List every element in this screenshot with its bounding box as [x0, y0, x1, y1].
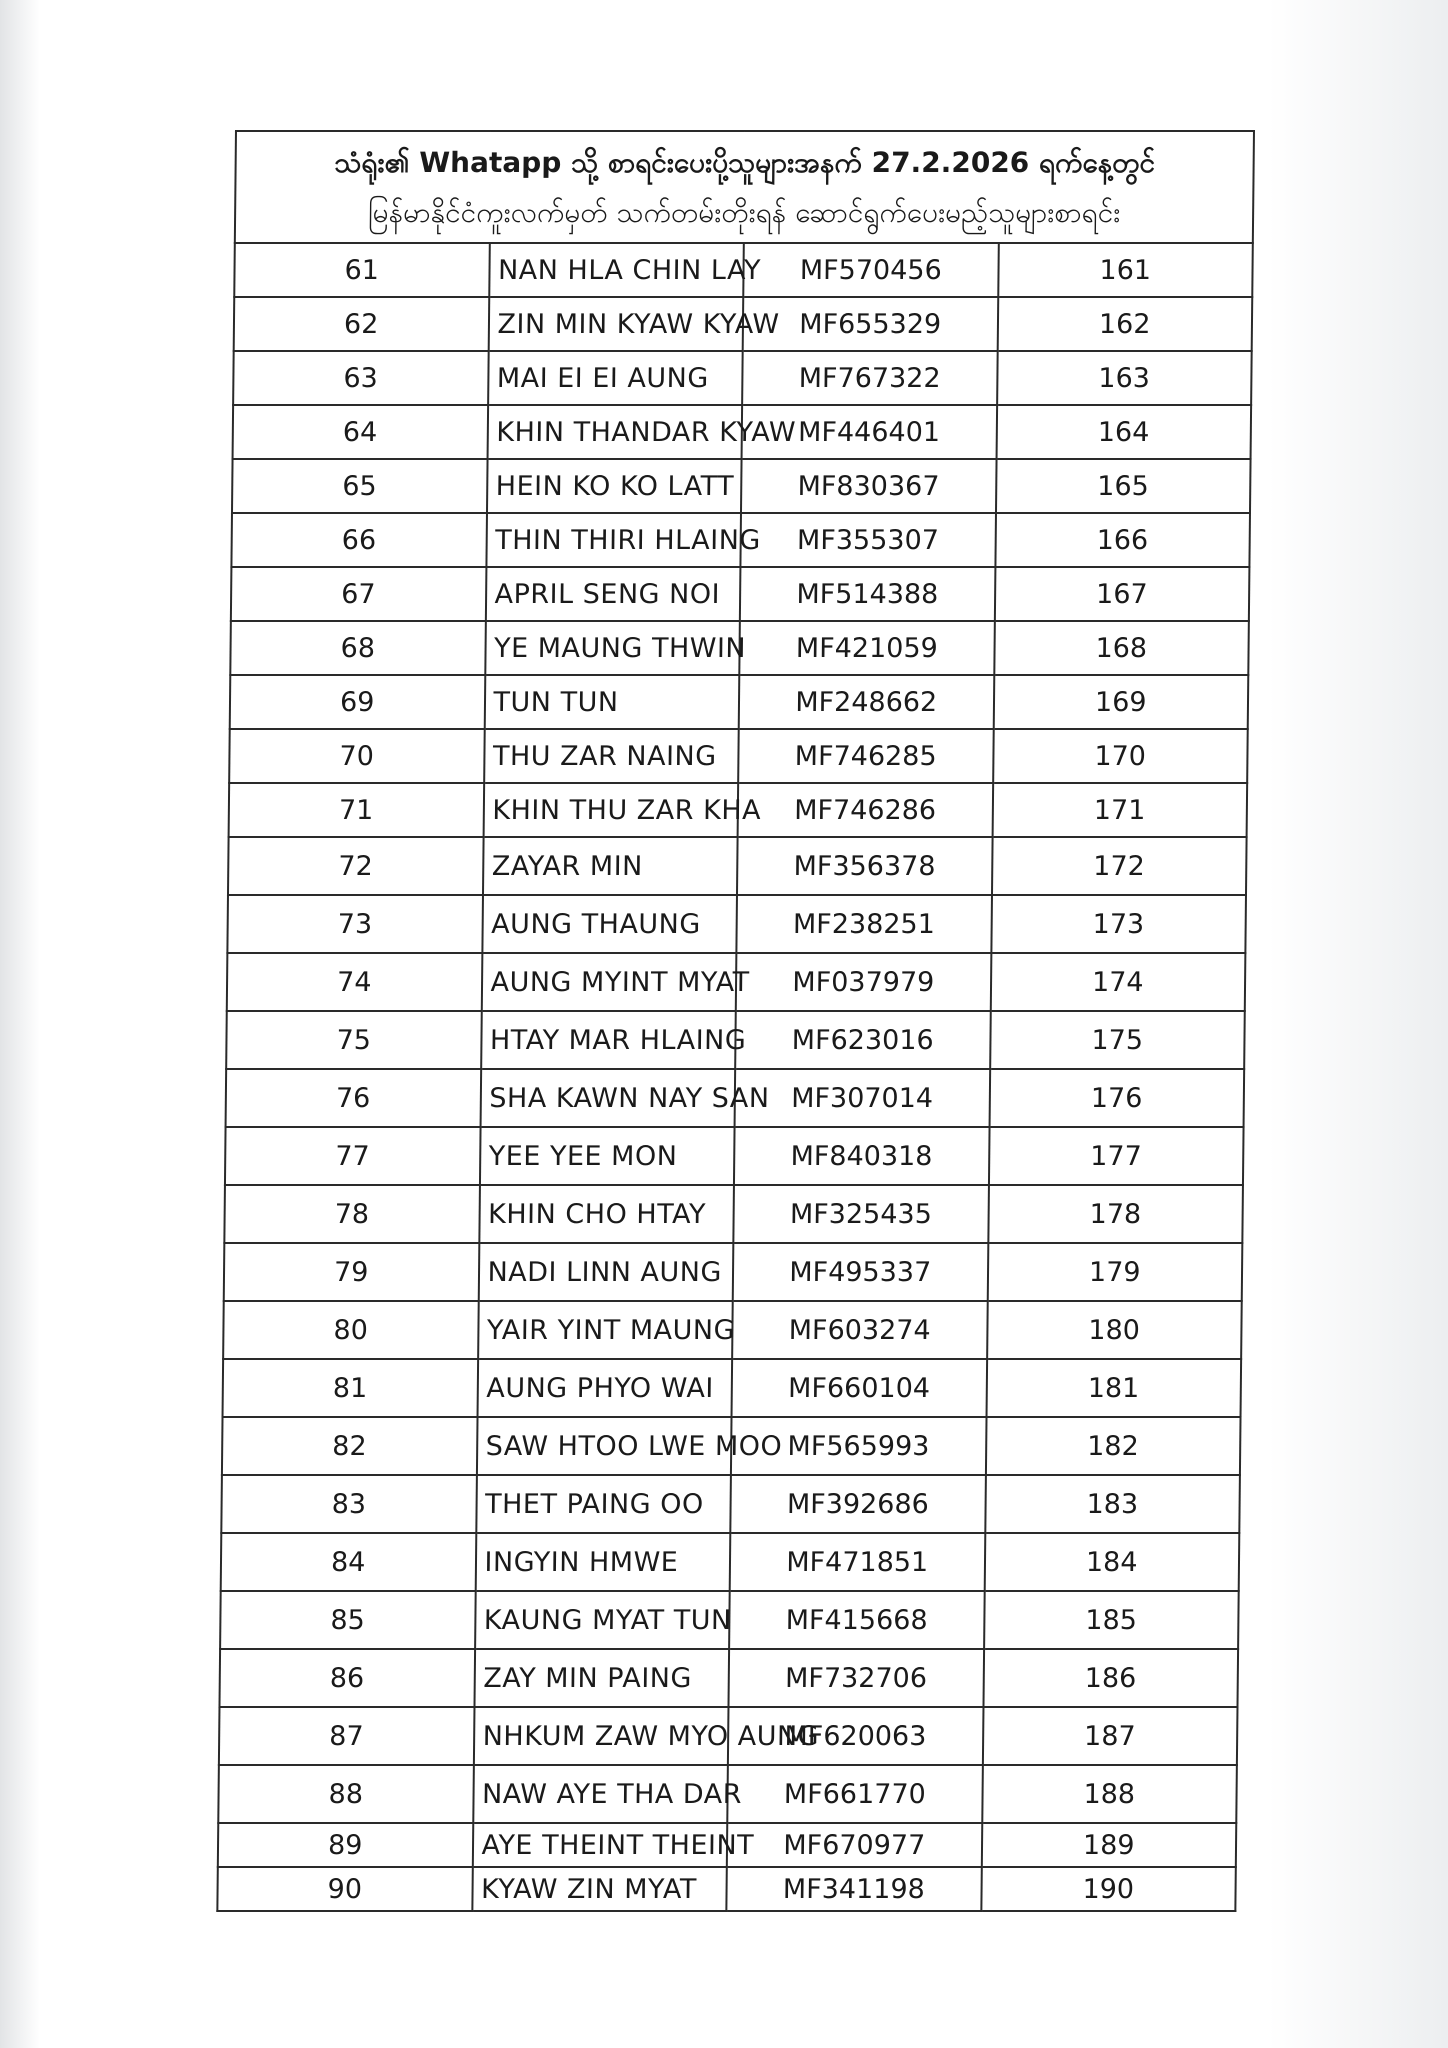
passport-number-cell: MF392686 [730, 1475, 985, 1533]
passport-number-cell: MF307014 [735, 1069, 990, 1127]
passport-number-cell: MF248662 [739, 675, 994, 729]
table-row [231, 513, 1250, 567]
table-row [224, 1243, 1243, 1301]
passport-number-cell: MF355307 [740, 513, 995, 567]
row-number-cell: 79 [224, 1243, 479, 1301]
name-cell: THIN THIRI HLAING [486, 513, 741, 567]
passport-number-cell: MF746285 [738, 729, 993, 783]
scan-shadow-right [1268, 0, 1448, 2048]
name-cell: ZAYAR MIN [482, 837, 737, 895]
table-row [227, 895, 1246, 953]
row-number-cell: 83 [221, 1475, 476, 1533]
name-cell: SHA KAWN NAY SAN [480, 1069, 735, 1127]
title-line-2: မြန်မာနိုင်ငံကူးလက်မှတ် သက်တမ်းတိုးရန် ဆောင်ရွက်ပေးမည့်သူများစာရင်း [367, 196, 1121, 229]
row-number-cell: 81 [223, 1359, 478, 1417]
passport-number-cell: MF514388 [740, 567, 995, 621]
sequence-number-cell: 187 [982, 1707, 1237, 1765]
row-number-cell: 90 [217, 1867, 472, 1911]
row-number-cell: 80 [223, 1301, 478, 1359]
row-number-cell: 61 [234, 243, 489, 297]
passport-number-cell: MF570456 [743, 243, 998, 297]
table-row [233, 351, 1252, 405]
table-row [219, 1649, 1238, 1707]
name-cell: NAN HLA CHIN LAY [489, 243, 744, 297]
table-row [219, 1707, 1238, 1765]
row-number-cell: 77 [225, 1127, 480, 1185]
name-cell: KYAW ZIN MYAT [472, 1867, 727, 1911]
row-number-cell: 62 [234, 297, 489, 351]
sequence-number-cell: 172 [991, 837, 1246, 895]
passport-number-cell: MF655329 [743, 297, 998, 351]
name-cell: ZAY MIN PAING [474, 1649, 729, 1707]
title-line-1: သံရုံး၏ Whatapp သို့ စာရင်းပေးပို့သူများအနက် 27.2.2026 ရက်နေ့တွင် [334, 146, 1156, 179]
table-row [223, 1359, 1242, 1417]
row-number-cell: 73 [227, 895, 482, 953]
name-cell: APRIL SENG NOI [485, 567, 740, 621]
sequence-number-cell: 169 [993, 675, 1248, 729]
name-cell: HTAY MAR HLAING [481, 1011, 736, 1069]
name-cell: AYE THEINT THEINT [472, 1823, 727, 1867]
passport-number-cell: MF767322 [742, 351, 997, 405]
row-number-cell: 70 [229, 729, 484, 783]
passport-number-cell: MF840318 [734, 1127, 989, 1185]
sequence-number-cell: 164 [996, 405, 1251, 459]
name-cell: AUNG THAUNG [482, 895, 737, 953]
sequence-number-cell: 173 [991, 895, 1246, 953]
row-number-cell: 71 [229, 783, 484, 837]
table-row [234, 243, 1253, 297]
table-row [229, 729, 1248, 783]
title-row [235, 131, 1254, 243]
table-row [218, 1765, 1237, 1823]
sequence-number-cell: 180 [987, 1301, 1242, 1359]
sequence-number-cell: 162 [997, 297, 1252, 351]
passport-number-cell: MF325435 [733, 1185, 988, 1243]
passport-number-cell: MF565993 [731, 1417, 986, 1475]
name-cell: THU ZAR NAING [484, 729, 739, 783]
name-cell: AUNG PHYO WAI [477, 1359, 732, 1417]
table-row [230, 621, 1249, 675]
document-title [235, 131, 1254, 243]
sequence-number-cell: 190 [981, 1867, 1236, 1911]
row-number-cell: 85 [220, 1591, 475, 1649]
passport-number-cell: MF830367 [741, 459, 996, 513]
name-cell: NHKUM ZAW MYO AUNG [473, 1707, 728, 1765]
passport-number-cell: MF037979 [736, 953, 991, 1011]
name-cell: YAIR YINT MAUNG [478, 1301, 733, 1359]
sequence-number-cell: 174 [990, 953, 1245, 1011]
row-number-cell: 76 [226, 1069, 481, 1127]
passport-number-cell: MF421059 [739, 621, 994, 675]
name-cell: INGYIN HMWE [475, 1533, 730, 1591]
name-cell: KAUNG MYAT TUN [475, 1591, 730, 1649]
passport-number-cell: MF471851 [730, 1533, 985, 1591]
passport-number-cell: MF620063 [728, 1707, 983, 1765]
table-row [223, 1301, 1242, 1359]
name-cell: TUN TUN [484, 675, 739, 729]
scan-shadow-left [0, 0, 40, 2048]
sequence-number-cell: 183 [985, 1475, 1240, 1533]
name-cell: ZIN MIN KYAW KYAW [488, 297, 743, 351]
name-cell: KHIN CHO HTAY [479, 1185, 734, 1243]
table-row [218, 1823, 1236, 1867]
row-number-cell: 87 [219, 1707, 474, 1765]
sequence-number-cell: 161 [998, 243, 1253, 297]
row-number-cell: 84 [221, 1533, 476, 1591]
row-number-cell: 89 [218, 1823, 473, 1867]
passport-number-cell: MF732706 [728, 1649, 983, 1707]
row-number-cell: 75 [226, 1011, 481, 1069]
row-number-cell: 65 [232, 459, 487, 513]
table-row [228, 837, 1247, 895]
table-row [217, 1867, 1235, 1911]
name-cell: NADI LINN AUNG [478, 1243, 733, 1301]
sequence-number-cell: 189 [981, 1823, 1236, 1867]
row-number-cell: 72 [228, 837, 483, 895]
sequence-number-cell: 177 [988, 1127, 1243, 1185]
row-number-cell: 82 [222, 1417, 477, 1475]
name-cell: MAI EI EI AUNG [488, 351, 743, 405]
sequence-number-cell: 170 [993, 729, 1248, 783]
passport-renewal-list-table [216, 130, 1255, 1912]
passport-number-cell: MF670977 [727, 1823, 982, 1867]
row-number-cell: 69 [230, 675, 485, 729]
passport-number-cell: MF415668 [729, 1591, 984, 1649]
sequence-number-cell: 184 [984, 1533, 1239, 1591]
table-row [231, 567, 1250, 621]
sequence-number-cell: 175 [990, 1011, 1245, 1069]
row-number-cell: 64 [233, 405, 488, 459]
sequence-number-cell: 171 [992, 783, 1247, 837]
sequence-number-cell: 188 [982, 1765, 1237, 1823]
passport-number-cell: MF341198 [726, 1867, 981, 1911]
sequence-number-cell: 182 [985, 1417, 1240, 1475]
passport-number-cell: MF660104 [732, 1359, 987, 1417]
row-number-cell: 78 [224, 1185, 479, 1243]
name-cell: HEIN KO KO LATT [486, 459, 741, 513]
sequence-number-cell: 167 [994, 567, 1249, 621]
sequence-number-cell: 166 [995, 513, 1250, 567]
passport-number-cell: MF746286 [738, 783, 993, 837]
name-cell: YEE YEE MON [479, 1127, 734, 1185]
sequence-number-cell: 181 [986, 1359, 1241, 1417]
sequence-number-cell: 186 [983, 1649, 1238, 1707]
table-row [230, 675, 1249, 729]
name-cell: YE MAUNG THWIN [485, 621, 740, 675]
table-body [217, 131, 1254, 1911]
table-row [221, 1533, 1240, 1591]
name-cell: KHIN THU ZAR KHA [483, 783, 738, 837]
row-number-cell: 66 [231, 513, 486, 567]
table-row [224, 1185, 1243, 1243]
row-number-cell: 68 [230, 621, 485, 675]
sequence-number-cell: 185 [984, 1591, 1239, 1649]
name-cell: THET PAING OO [476, 1475, 731, 1533]
sequence-number-cell: 179 [987, 1243, 1242, 1301]
sequence-number-cell: 176 [989, 1069, 1244, 1127]
table-row [226, 1011, 1245, 1069]
table-row [227, 953, 1246, 1011]
name-cell: SAW HTOO LWE MOO [476, 1417, 731, 1475]
table-row [226, 1069, 1245, 1127]
passport-number-cell: MF238251 [736, 895, 991, 953]
row-number-cell: 86 [219, 1649, 474, 1707]
table-row [221, 1475, 1240, 1533]
table-row [233, 405, 1252, 459]
row-number-cell: 74 [227, 953, 482, 1011]
passport-number-cell: MF356378 [737, 837, 992, 895]
table-row [225, 1127, 1244, 1185]
passport-number-cell: MF661770 [727, 1765, 982, 1823]
table-row [220, 1591, 1239, 1649]
row-number-cell: 63 [233, 351, 488, 405]
name-cell: KHIN THANDAR KYAW [487, 405, 742, 459]
name-cell: NAW AYE THA DAR [473, 1765, 728, 1823]
passport-number-cell: MF495337 [733, 1243, 988, 1301]
table-row [234, 297, 1253, 351]
table-row [232, 459, 1251, 513]
passport-number-cell: MF603274 [732, 1301, 987, 1359]
row-number-cell: 88 [218, 1765, 473, 1823]
table-row [229, 783, 1248, 837]
sequence-number-cell: 163 [997, 351, 1252, 405]
row-number-cell: 67 [231, 567, 486, 621]
passport-number-cell: MF623016 [735, 1011, 990, 1069]
table-row [222, 1417, 1241, 1475]
sequence-number-cell: 178 [988, 1185, 1243, 1243]
name-cell: AUNG MYINT MYAT [481, 953, 736, 1011]
passport-number-cell: MF446401 [742, 405, 997, 459]
sequence-number-cell: 165 [995, 459, 1250, 513]
sequence-number-cell: 168 [994, 621, 1249, 675]
